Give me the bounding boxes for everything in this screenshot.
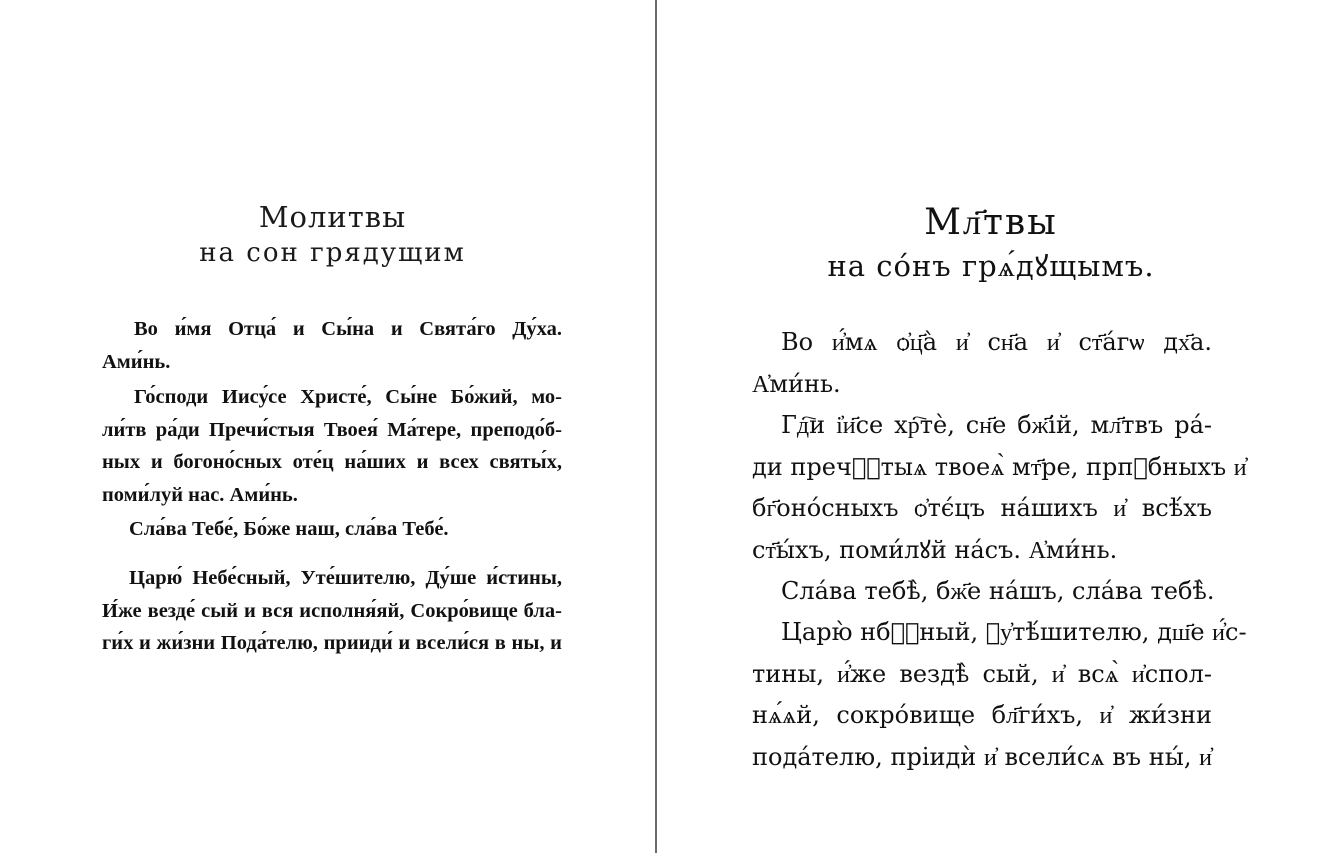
- text-line: А҆ми́нь.: [752, 369, 841, 398]
- left-paragraph-heavenly-king: [102, 562, 562, 660]
- text-line: И́же везде́ сый и вся исполня́яй, Сокро́вище бла-: [102, 599, 562, 622]
- text-line: Го́споди Иису́се Христе́, Сы́не Бо́жий, мо-: [134, 386, 562, 408]
- text-line: Во и́мя Отца́ и Сы́на и Свята́го Ду́ха.: [134, 318, 562, 340]
- text-line: пода́телю, пріидѝ и҆ всели́сѧ въ ны́, и҆: [752, 742, 1212, 771]
- text-line: Ами́нь.: [102, 350, 171, 373]
- text-line: ли́тв ра́ди Пречи́стыя Твоея́ Ма́тере, преподо́б-: [102, 418, 562, 441]
- text-line: ги́х и жи́зни Пода́телю, прииди́ и всели́ся в ны, и: [102, 632, 562, 654]
- left-page-title: Молитвы: [258, 200, 407, 234]
- text-line: Сла́ва тебѣ̀, бж҃е на́шъ, сла́ва тебѣ̀.: [781, 577, 1215, 605]
- text-line: ст҃ы́хъ, поми́лꙋй на́съ. А҆ми́нь.: [752, 535, 1118, 564]
- text-line: Царю̀ нбⷭ҇ный, ᲂу҆тѣ́шителю, дш҃е и҆́с-: [781, 618, 1247, 646]
- right-page-title: Мл҃твы: [924, 202, 1058, 243]
- text-line: нѧ́ѧй, сокро́вище бл҃ги́хъ, и҆ жи́зни: [752, 701, 1212, 729]
- right-paragraph-jesus-prayer: [752, 405, 1247, 571]
- left-paragraph-glory: [102, 513, 562, 546]
- right-paragraph-invocation: [752, 322, 1212, 405]
- right-paragraph-glory: [752, 571, 1215, 613]
- text-line: Во и҆́мѧ ѻ҆ц҃а̀ и҆ сн҃а и҆ ст҃а́гѡ дх҃а.: [781, 328, 1212, 356]
- text-line: Царю́ Небе́сный, Уте́шителю, Ду́ше и́стины,: [129, 567, 562, 589]
- right-paragraph-heavenly-king: [752, 612, 1247, 778]
- left-page-subtitle: на сон грядущим: [199, 238, 466, 268]
- text-line: поми́луй нас. Ами́нь.: [102, 483, 298, 506]
- text-line: Гд҇и і҆и҃се хр҇тѐ, сн҃е бж҃ій, мл҃твъ ра́-: [781, 411, 1212, 439]
- left-paragraph-invocation: [102, 313, 562, 378]
- right-page-subtitle: на со́нъ грѧ́дꙋщымъ.: [827, 249, 1155, 283]
- page-divider: [655, 0, 657, 853]
- left-paragraph-jesus-prayer: [102, 381, 562, 511]
- text-line: ди пречⷭ҇тыѧ твоеѧ̀ мт҃ре, прпⷣбныхъ и҆: [752, 452, 1247, 481]
- text-line: ных и богоно́сных оте́ц на́ших и всех святы́х,: [102, 451, 562, 473]
- text-line: тины, и҆́же вездѣ̀ сый, и҆ всѧ̀ и҆спол-: [752, 659, 1212, 688]
- text-line: Сла́ва Тебе́, Бо́же наш, сла́ва Тебе́.: [129, 518, 449, 540]
- text-line: бг҃оно́сныхъ ѻ҆тє́цъ на́шихъ и҆ всѣ́хъ: [752, 494, 1212, 522]
